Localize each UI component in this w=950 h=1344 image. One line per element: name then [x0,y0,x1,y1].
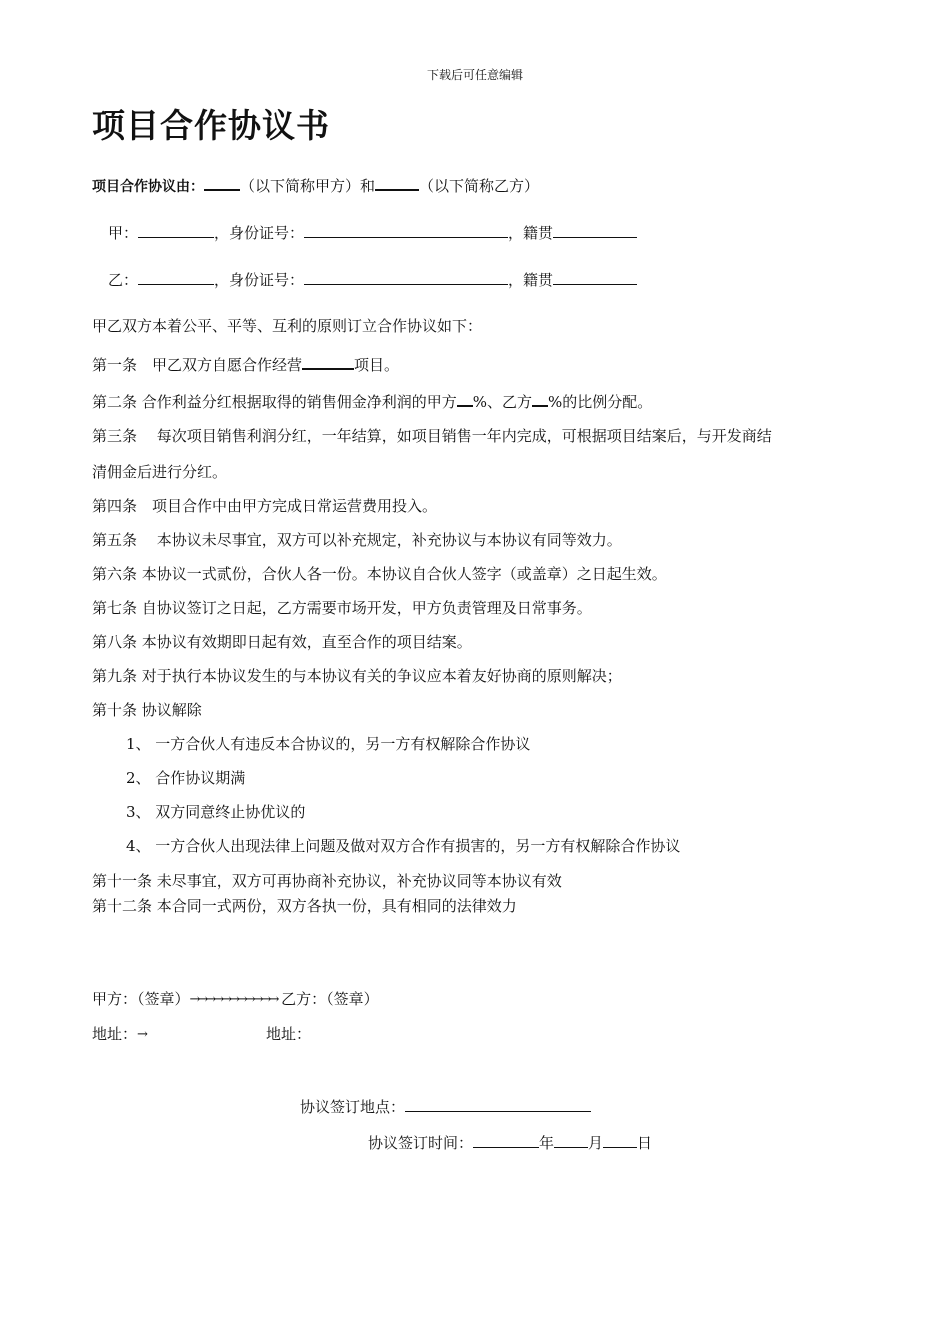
article-6: 第六条 本协议一式贰份，合伙人各一份。本协议自合伙人签字（或盖章）之日起生效。 [92,565,667,583]
preamble: 甲乙双方本着公平、平等、互利的原则订立合作协议如下： [92,317,483,335]
party-a-row [108,222,637,243]
party-b-origin-label: ，籍贯 [508,271,554,289]
month-label: 月 [588,1134,604,1152]
signing-time-label: 协议签订时间： [368,1134,474,1152]
party-a-id-field[interactable] [304,222,508,238]
termination-item-2: 2、 合作协议期满 [126,769,246,787]
article-3-line-2: 清佣金后进行分红。 [92,463,228,481]
party-a-id-label: ，身份证号： [214,224,305,242]
party-a-origin-label: ，籍贯 [508,224,554,242]
article-1-text: 第一条 甲乙双方自愿合作经营 [92,356,303,374]
document-title: 项目合作协议书 [92,106,330,145]
article-8: 第八条 本协议有效期即日起有效，直至合作的项目结案。 [92,633,472,651]
intro-part2: （以下简称乙方） [419,177,540,195]
party-a-name-field[interactable] [138,222,214,238]
party-b-name-field[interactable] [138,269,214,285]
article-10: 第十条 协议解除 [92,701,202,719]
article-3-line-1: 第三条 每次项目销售利润分红，一年结算，如项目销售一年内完成，可根据项目结案后，与开发商结 [92,427,772,445]
signing-place-field[interactable] [405,1096,591,1112]
signing-day-field[interactable] [603,1132,637,1148]
address-a-label: 地址： [92,1025,138,1043]
article-1-suffix: 项目。 [354,356,400,374]
article-1 [92,353,399,375]
party-b-id-label: ，身份证号： [214,271,305,289]
termination-item-1: 1、 一方合伙人有违反本合协议的，另一方有权解除合作协议 [126,735,531,753]
party-a-signature-label: 甲方：（签章） [92,990,190,1008]
party-b-signature-label: 乙方：（签章） [281,990,379,1008]
termination-item-4: 4、 一方合伙人出现法律上问题及做对双方合作有损害的，另一方有权解除合作协议 [126,837,681,855]
party-a-label: 甲： [108,224,139,242]
day-label: 日 [637,1134,653,1152]
party-b-row [108,269,637,290]
signing-month-field[interactable] [554,1132,588,1148]
address-b-label: 地址： [266,1025,312,1043]
year-label: 年 [539,1134,555,1152]
termination-item-3: 3、 双方同意终止协优议的 [126,803,306,821]
article-2-text: 第二条 合作利益分红根据取得的销售佣金净利润的甲方 [92,393,457,411]
article-7: 第七条 自协议签订之日起，乙方需要市场开发，甲方负责管理及日常事务。 [92,599,592,617]
article-5: 第五条 本协议未尽事宜，双方可以补充规定，补充协议与本协议有同等效力。 [92,531,622,549]
signing-year-field[interactable] [473,1132,539,1148]
address-a [92,1024,145,1045]
article-4: 第四条 项目合作中由甲方完成日常运营费用投入。 [92,497,438,515]
signing-place-row [300,1096,591,1117]
signing-time-row [368,1132,652,1153]
party-b-percent-blank[interactable] [532,390,548,407]
article-2-suffix: %的比例分配。 [548,393,653,411]
signing-place-label: 协议签订地点： [300,1098,406,1116]
party-b-name-blank[interactable] [375,174,419,191]
article-12: 第十二条 本合同一式两份，双方各执一份，具有相同的法律效力 [92,897,517,915]
party-b-id-field[interactable] [304,269,508,285]
party-a-origin-field[interactable] [553,222,637,238]
article-2 [92,390,652,412]
intro-label: 项目合作协议由： [92,179,204,195]
party-b-label: 乙： [108,271,139,289]
project-name-blank[interactable] [302,353,354,370]
party-a-percent-blank[interactable] [457,390,473,407]
party-a-name-blank[interactable] [204,174,240,191]
address-arrow: → [137,1027,145,1042]
intro-line [92,174,539,197]
header-note: 下载后可任意编辑 [426,68,523,82]
party-b-origin-field[interactable] [553,269,637,285]
intro-part1: （以下简称甲方）和 [240,177,376,195]
article-9: 第九条 对于执行本协议发生的与本协议有关的争议应本着友好协商的原则解决； [92,667,622,685]
article-2-mid: %、乙方 [472,393,533,411]
arrow-fill: →→→→→→→→→→→ [189,992,277,1007]
signature-row [92,989,379,1010]
article-11: 第十一条 未尽事宜，双方可再协商补充协议，补充协议同等本协议有效 [92,872,562,890]
